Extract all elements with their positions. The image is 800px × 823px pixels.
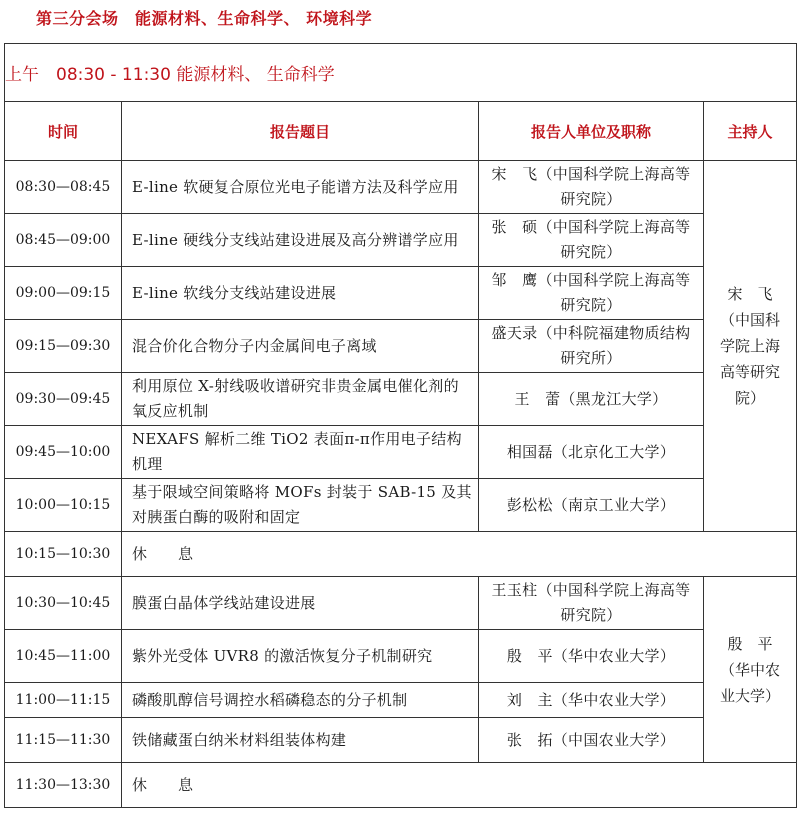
session-row xyxy=(5,44,797,102)
time-cell: 09:45—10:00 xyxy=(5,426,122,479)
time-cell: 10:15—10:30 xyxy=(5,532,122,577)
header-host: 主持人 xyxy=(704,102,797,161)
time-cell: 10:45—11:00 xyxy=(5,630,122,683)
time-cell: 09:00—09:15 xyxy=(5,267,122,320)
table-row xyxy=(5,267,797,320)
topic-cell: 利用原位 X-射线吸收谱研究非贵金属电催化剂的氧反应机制 xyxy=(122,373,479,426)
speaker-cell: 张 硕（中国科学院上海高等研究院） xyxy=(479,214,704,267)
table-row xyxy=(5,214,797,267)
time-cell: 10:30—10:45 xyxy=(5,577,122,630)
speaker-cell: 相国磊（北京化工大学） xyxy=(479,426,704,479)
speaker-cell: 邹 鹰（中国科学院上海高等研究院） xyxy=(479,267,704,320)
table-row xyxy=(5,373,797,426)
table-row xyxy=(5,718,797,763)
topic-cell: 膜蛋白晶体学线站建设进展 xyxy=(122,577,479,630)
time-cell: 11:30—13:30 xyxy=(5,763,122,808)
topic-cell: 基于限域空间策略将 MOFs 封装于 SAB-15 及其对胰蛋白酶的吸附和固定 xyxy=(122,479,479,532)
time-cell: 08:30—08:45 xyxy=(5,161,122,214)
topic-cell: 磷酸肌醇信号调控水稻磷稳态的分子机制 xyxy=(122,683,479,718)
time-cell: 10:00—10:15 xyxy=(5,479,122,532)
topic-cell: 混合价化合物分子内金属间电子离域 xyxy=(122,320,479,373)
speaker-cell: 盛天录（中科院福建物质结构研究所） xyxy=(479,320,704,373)
break-label: 休 息 xyxy=(122,763,797,808)
host-cell: 宋 飞（中国科学院上海高等研究院） xyxy=(704,161,797,532)
topic-cell: E-line 软线分支线站建设进展 xyxy=(122,267,479,320)
topic-cell: 紫外光受体 UVR8 的激活恢复分子机制研究 xyxy=(122,630,479,683)
speaker-cell: 宋 飞（中国科学院上海高等研究院） xyxy=(479,161,704,214)
speaker-cell: 刘 主（华中农业大学） xyxy=(479,683,704,718)
time-cell: 09:30—09:45 xyxy=(5,373,122,426)
break-row xyxy=(5,532,797,577)
speaker-cell: 张 拓（中国农业大学） xyxy=(479,718,704,763)
header-row xyxy=(5,102,797,161)
header-time: 时间 xyxy=(5,102,122,161)
table-row xyxy=(5,630,797,683)
host-cell: 殷 平（华中农业大学） xyxy=(704,577,797,763)
topic-cell: E-line 软硬复合原位光电子能谱方法及科学应用 xyxy=(122,161,479,214)
table-row xyxy=(5,479,797,532)
time-cell: 08:45—09:00 xyxy=(5,214,122,267)
break-row xyxy=(5,763,797,808)
topic-cell: E-line 硬线分支线站建设进展及高分辨谱学应用 xyxy=(122,214,479,267)
table-row xyxy=(5,426,797,479)
schedule-table xyxy=(4,43,797,808)
speaker-cell: 王 蕾（黑龙江大学） xyxy=(479,373,704,426)
header-speaker: 报告人单位及职称 xyxy=(479,102,704,161)
session-title: 上午 08:30 - 11:30 能源材料、 生命科学 xyxy=(5,44,797,102)
header-topic: 报告题目 xyxy=(122,102,479,161)
time-cell: 11:00—11:15 xyxy=(5,683,122,718)
table-row xyxy=(5,577,797,630)
table-row xyxy=(5,161,797,214)
speaker-cell: 王玉柱（中国科学院上海高等研究院） xyxy=(479,577,704,630)
topic-cell: NEXAFS 解析二维 TiO2 表面π-π作用电子结构机理 xyxy=(122,426,479,479)
time-cell: 11:15—11:30 xyxy=(5,718,122,763)
speaker-cell: 殷 平（华中农业大学） xyxy=(479,630,704,683)
break-label: 休 息 xyxy=(122,532,797,577)
table-row xyxy=(5,320,797,373)
speaker-cell: 彭松松（南京工业大学） xyxy=(479,479,704,532)
table-row xyxy=(5,683,797,718)
time-cell: 09:15—09:30 xyxy=(5,320,122,373)
page-heading: 第三分会场 能源材料、生命科学、 环境科学 xyxy=(36,9,373,28)
topic-cell: 铁储藏蛋白纳米材料组装体构建 xyxy=(122,718,479,763)
